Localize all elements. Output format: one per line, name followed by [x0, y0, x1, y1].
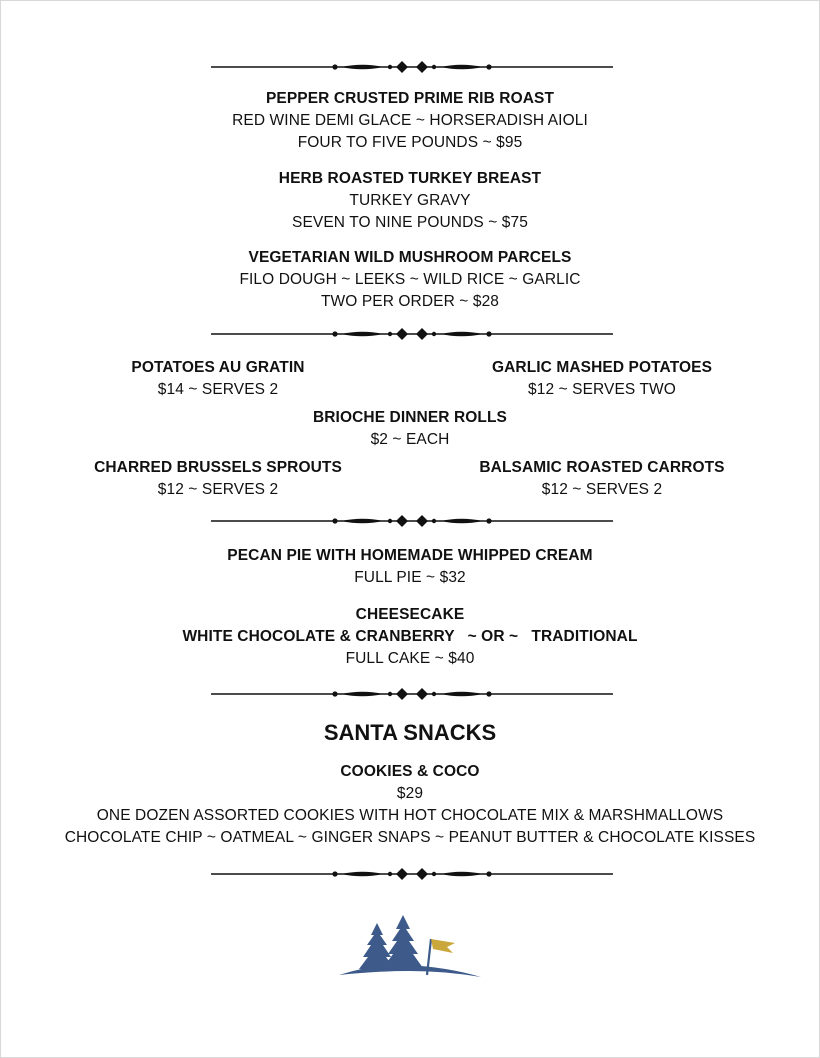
ornamental-divider-icon — [211, 326, 613, 342]
main-item-mushroom-parcels — [1, 247, 819, 313]
dessert-pecan-pie — [1, 545, 819, 589]
side-brioche-rolls — [1, 407, 819, 451]
item-price: $29 — [396, 785, 424, 802]
item-price: $12 ~ SERVES 2 — [541, 481, 663, 498]
item-options: WHITE CHOCOLATE & CRANBERRY ~ OR ~ TRADITIONAL — [182, 628, 638, 645]
ornamental-divider-icon — [211, 866, 613, 882]
item-price: $12 ~ SERVES TWO — [528, 381, 676, 398]
item-name: COOKIES & COCO — [340, 763, 480, 780]
item-name: CHEESECAKE — [355, 606, 465, 623]
side-brussels-sprouts — [68, 457, 368, 501]
item-name: GARLIC MASHED POTATOES — [491, 359, 713, 376]
item-price: $2 ~ EACH — [370, 431, 450, 448]
side-garlic-mashed-potatoes — [452, 357, 752, 401]
main-item-turkey — [1, 168, 819, 234]
item-price: FULL CAKE ~ $40 — [345, 650, 475, 667]
item-price: SEVEN TO NINE POUNDS ~ $75 — [292, 214, 528, 231]
item-flavors: CHOCOLATE CHIP ~ OATMEAL ~ GINGER SNAPS ~ PEANUT BUTTER & CHOCOLATE KISSES — [64, 829, 756, 846]
item-name: VEGETARIAN WILD MUSHROOM PARCELS — [248, 249, 572, 266]
item-name: CHARRED BRUSSELS SPROUTS — [94, 459, 342, 476]
main-item-prime-rib — [1, 88, 819, 154]
section-title: SANTA SNACKS — [323, 720, 497, 745]
item-price: $14 ~ SERVES 2 — [157, 381, 279, 398]
santa-item-cookies-coco — [1, 761, 819, 849]
ornamental-divider-icon — [211, 513, 613, 529]
item-description: ONE DOZEN ASSORTED COOKIES WITH HOT CHOCOLATE MIX & MARSHMALLOWS — [96, 807, 724, 824]
item-name: HERB ROASTED TURKEY BREAST — [278, 170, 542, 187]
ornamental-divider-icon — [211, 59, 613, 75]
item-description: FILO DOUGH ~ LEEKS ~ WILD RICE ~ GARLIC — [239, 271, 581, 288]
dessert-cheesecake — [1, 604, 819, 670]
item-price: FULL PIE ~ $32 — [354, 569, 466, 586]
pine-trees-flag-logo — [337, 913, 483, 981]
item-name: BRIOCHE DINNER ROLLS — [312, 409, 508, 426]
item-name: POTATOES AU GRATIN — [131, 359, 305, 376]
side-potatoes-au-gratin — [68, 357, 368, 401]
item-price: TWO PER ORDER ~ $28 — [320, 293, 500, 310]
side-balsamic-carrots — [452, 457, 752, 501]
item-name: PEPPER CRUSTED PRIME RIB ROAST — [265, 90, 555, 107]
item-description: RED WINE DEMI GLACE ~ HORSERADISH AIOLI — [232, 112, 588, 129]
item-price: FOUR TO FIVE POUNDS ~ $95 — [297, 134, 523, 151]
item-price: $12 ~ SERVES 2 — [157, 481, 279, 498]
item-name: PECAN PIE WITH HOMEMADE WHIPPED CREAM — [227, 547, 593, 564]
item-name: BALSAMIC ROASTED CARROTS — [479, 459, 725, 476]
item-description: TURKEY GRAVY — [349, 192, 471, 209]
ornamental-divider-icon — [211, 686, 613, 702]
